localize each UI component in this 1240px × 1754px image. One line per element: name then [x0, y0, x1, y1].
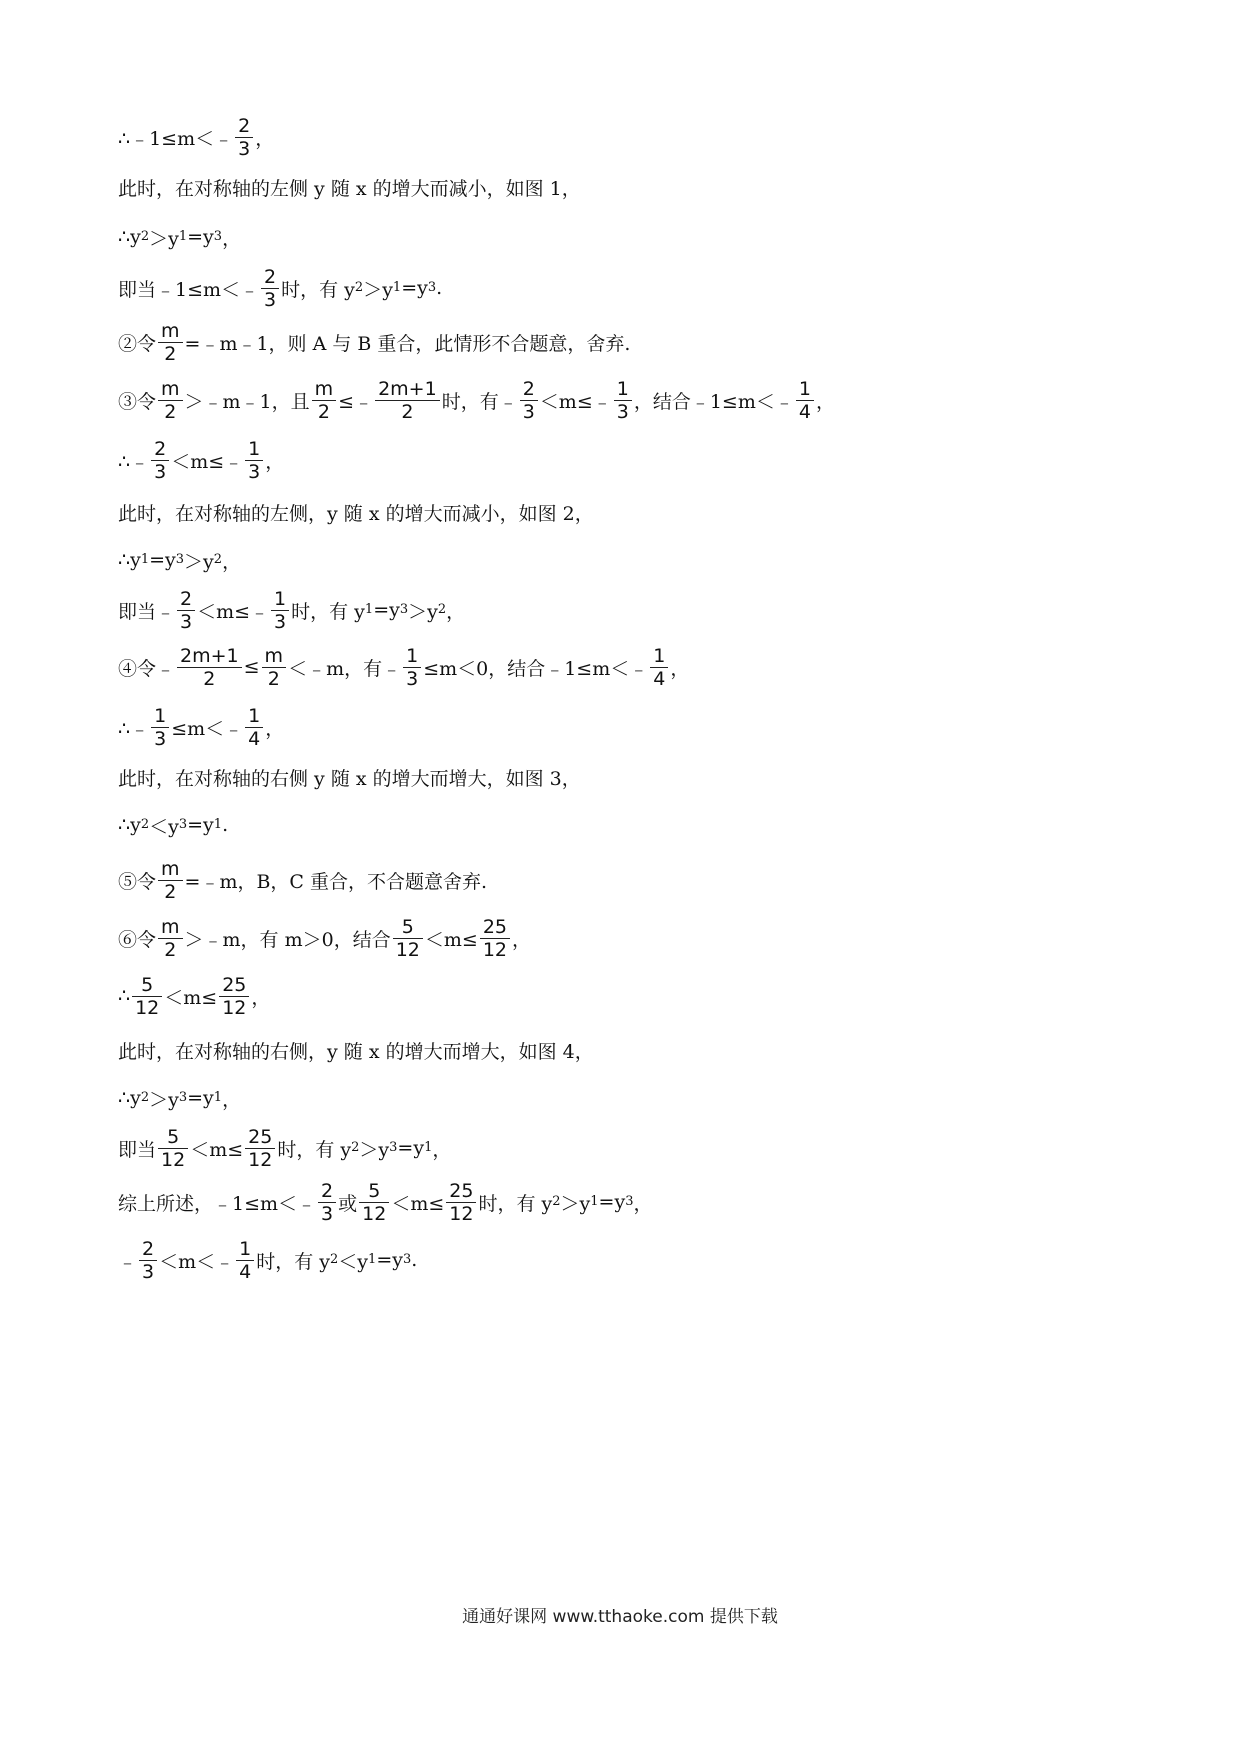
text-run: ②令: [118, 332, 157, 355]
fraction-numerator: 2: [264, 265, 277, 288]
text-run: ，: [251, 986, 271, 1009]
text-run: ≤m＜﹣: [171, 717, 244, 740]
text-line: ∴y 1 =y 3 ＞y 2 ，: [118, 530, 241, 590]
fraction-numerator: 5: [141, 973, 154, 996]
text-run: =y: [376, 1249, 403, 1271]
text-run: ，: [432, 1138, 452, 1161]
fraction-denominator: 3: [180, 610, 193, 633]
text-line: ∴y 2 ＜y 3 =y 1 .: [118, 795, 228, 855]
text-run: =y: [149, 549, 176, 571]
text-line: [118, 908, 531, 968]
text-run: .: [411, 1249, 418, 1271]
fraction-numerator: m: [161, 319, 180, 342]
text-run: ∴y: [118, 549, 141, 571]
fraction-denominator: 2: [401, 400, 414, 423]
text-run: 时，有 y: [281, 278, 355, 301]
text-run: ，: [633, 1192, 653, 1215]
text-run: ＜m≤: [391, 1192, 445, 1215]
text-run: 时，有﹣: [441, 390, 518, 413]
fraction: [480, 916, 510, 961]
text-run: ，: [265, 717, 285, 740]
text-line: 即当 $\frac{5}{12}$ ＜m≤ $\frac{25}{12}$ 时，有 y 2 ＞y 3 =y 1 ，: [118, 1125, 452, 1171]
fraction-denominator: 2: [317, 400, 330, 423]
text-run: ＞y: [184, 550, 214, 573]
text-run: =y: [187, 226, 214, 248]
fraction-numerator: 5: [368, 1179, 381, 1202]
fraction-denominator: 12: [395, 938, 420, 961]
fraction: [151, 438, 169, 483]
text-run: ＜m≤: [164, 986, 218, 1009]
text-run: ④令﹣: [118, 657, 176, 680]
text-run: 时，有 y: [256, 1250, 331, 1273]
fraction-numerator: 1: [239, 1237, 252, 1260]
text-line: 即当﹣1≤m＜﹣ $\frac{2}{3}$ 时，有 y 2 ＞y 1 =y 3 .: [118, 265, 443, 311]
text-run: ∴y: [118, 226, 141, 248]
text-run: ﹣: [118, 1250, 138, 1273]
fraction: [312, 378, 337, 423]
fraction-numerator: m: [161, 377, 180, 400]
fraction: [359, 1180, 389, 1225]
fraction-denominator: 12: [222, 996, 247, 1019]
fraction-numerator: 5: [401, 915, 414, 938]
text-run: 综上所述，﹣1≤m＜﹣: [118, 1192, 317, 1215]
fraction-numerator: 2: [180, 587, 193, 610]
fraction-numerator: 2: [522, 377, 535, 400]
text-line: 综上所述，﹣1≤m＜﹣ $\frac{2}{3}$ 或 $\frac{5}{12}$ ＜m≤ $\frac{25}{12}$ 时，有 y 2 ＞y 1 =y 3 ，: [118, 1179, 653, 1225]
fraction-numerator: 25: [449, 1179, 474, 1202]
text-run: ＜m≤﹣: [171, 450, 244, 473]
fraction-denominator: 12: [161, 1148, 186, 1171]
fraction-denominator: 3: [522, 400, 535, 423]
fraction: [614, 378, 632, 423]
text-run: =y: [397, 1137, 425, 1159]
fraction-numerator: 1: [653, 644, 666, 667]
fraction-numerator: 1: [616, 377, 629, 400]
text-run: ＜y: [338, 1250, 369, 1273]
text-run: 此时，在对称轴的左侧 y 随 x 的增大而减小，如图 1，: [118, 177, 581, 200]
text-run: =﹣m﹣1，则 A 与 B 重合，此情形不合题意，舍弃.: [184, 332, 631, 355]
fraction-numerator: m: [314, 377, 334, 400]
fraction: [262, 645, 287, 690]
text-line: [118, 370, 835, 430]
fraction-denominator: 2: [164, 938, 177, 961]
text-line: [118, 312, 630, 372]
fraction: [375, 378, 440, 423]
fraction-denominator: 12: [449, 1202, 474, 1225]
fraction-denominator: 3: [274, 610, 287, 633]
fraction-numerator: 1: [154, 704, 167, 727]
fraction-numerator: 1: [798, 377, 811, 400]
text-run: 或: [338, 1192, 358, 1215]
text-line: ∴y 2 ＞y 1 =y 3 ，: [118, 207, 241, 267]
fraction: [245, 705, 263, 750]
text-run: ，结合﹣1≤m＜﹣: [633, 390, 794, 413]
text-run: ＞y: [149, 1088, 179, 1111]
text-run: 即当: [118, 1138, 157, 1161]
text-run: 此时，在对称轴的右侧，y 随 x 的增大而增大，如图 4，: [118, 1040, 594, 1063]
text-run: ，: [670, 657, 690, 680]
fraction-numerator: 25: [248, 1125, 273, 1148]
text-line: [118, 966, 270, 1026]
text-run: =y: [598, 1191, 626, 1213]
fraction: [139, 1238, 157, 1283]
fraction-denominator: 2: [164, 880, 177, 903]
fraction-numerator: 5: [167, 1125, 180, 1148]
text-run: ③令: [118, 390, 157, 413]
text-run: ，: [815, 390, 835, 413]
fraction: [151, 705, 169, 750]
fraction: [520, 378, 538, 423]
text-run: ，: [446, 600, 466, 623]
fraction: [245, 438, 263, 483]
fraction-denominator: 3: [264, 288, 277, 311]
text-run: ，: [512, 928, 532, 951]
text-run: ＞y: [408, 600, 438, 623]
fraction-denominator: 4: [239, 1260, 252, 1283]
text-line: ∴y 2 ＞y 3 =y 1 ，: [118, 1068, 241, 1128]
text-line: 即当﹣ $\frac{2}{3}$ ＜m≤﹣ $\frac{1}{3}$ 时，有 y 1 =y 3 ＞y 2 ，: [118, 587, 466, 633]
fraction-numerator: m: [161, 857, 180, 880]
fraction-denominator: 2: [164, 400, 177, 423]
fraction-numerator: m: [264, 644, 284, 667]
fraction-denominator: 3: [616, 400, 629, 423]
text-line: [118, 430, 284, 490]
fraction: [219, 974, 249, 1019]
fraction-numerator: 25: [482, 915, 508, 938]
text-run: ＞y: [359, 1138, 390, 1161]
fraction-denominator: 12: [248, 1148, 273, 1171]
fraction-denominator: 2: [203, 667, 216, 690]
fraction-numerator: 2m+1: [180, 644, 239, 667]
text-run: ＞﹣m，有 m＞0，结合: [184, 928, 391, 951]
fraction-denominator: 4: [798, 400, 811, 423]
text-line: ﹣ $\frac{2}{3}$ ＜m＜﹣ $\frac{1}{4}$ 时，有 y 2 ＜y 1 =y 3 .: [118, 1237, 418, 1283]
fraction: [132, 974, 162, 1019]
text-line: [118, 637, 689, 697]
text-run: =﹣m，B，C 重合，不合题意舍弃.: [184, 870, 488, 893]
text-run: 即当﹣: [118, 600, 176, 623]
text-run: ∴﹣: [118, 450, 150, 473]
fraction: [177, 588, 195, 633]
fraction: [236, 1238, 254, 1283]
text-run: =y: [401, 277, 428, 299]
text-run: ，: [255, 127, 275, 150]
fraction: [650, 645, 668, 690]
text-run: ＞y: [363, 278, 393, 301]
fraction: [177, 645, 242, 690]
text-run: ∴y: [118, 814, 141, 836]
fraction: [158, 378, 183, 423]
fraction-numerator: 2: [154, 437, 167, 460]
fraction-numerator: 1: [274, 587, 287, 610]
fraction-numerator: 2m+1: [378, 377, 437, 400]
text-run: ，: [265, 450, 285, 473]
text-run: =y: [187, 814, 214, 836]
fraction-denominator: 3: [321, 1202, 334, 1225]
fraction: [235, 115, 253, 160]
text-run: ＜m≤﹣: [197, 600, 270, 623]
text-run: ≤﹣: [338, 390, 374, 413]
fraction: [318, 1180, 336, 1225]
fraction: [393, 916, 423, 961]
fraction-denominator: 12: [135, 996, 160, 1019]
fraction: [271, 588, 289, 633]
text-run: ＜﹣m，有﹣: [288, 657, 402, 680]
text-run: ，: [222, 1088, 242, 1111]
text-run: ∴y: [118, 1087, 141, 1109]
text-run: ，: [222, 550, 242, 573]
fraction: [446, 1180, 476, 1225]
fraction-denominator: 3: [154, 460, 167, 483]
text-run: ⑤令: [118, 870, 157, 893]
text-run: ＜m≤: [190, 1138, 244, 1161]
text-run: =y: [373, 599, 400, 621]
fraction-numerator: 2: [142, 1237, 155, 1260]
fraction: [158, 858, 183, 903]
text-run: ＜y: [149, 815, 179, 838]
text-run: 时，有 y: [291, 600, 365, 623]
fraction: [796, 378, 814, 423]
fraction-denominator: 4: [248, 727, 261, 750]
text-run: ＜m＜﹣: [159, 1250, 235, 1273]
fraction-denominator: 3: [154, 727, 167, 750]
fraction-denominator: 12: [482, 938, 508, 961]
text-run: ≤m＜0，结合﹣1≤m＜﹣: [423, 657, 649, 680]
text-run: 时，有 y: [277, 1138, 352, 1161]
text-run: .: [436, 277, 443, 299]
fraction-numerator: 1: [248, 704, 261, 727]
fraction: [261, 266, 279, 311]
fraction-denominator: 3: [406, 667, 419, 690]
text-run: 时，有 y: [478, 1192, 553, 1215]
fraction-denominator: 4: [653, 667, 666, 690]
text-run: .: [222, 814, 229, 836]
fraction-numerator: 25: [222, 973, 247, 996]
text-run: ∴﹣: [118, 717, 150, 740]
fraction-denominator: 12: [362, 1202, 387, 1225]
fraction: [158, 320, 183, 365]
text-run: ≤: [243, 656, 260, 678]
fraction-denominator: 3: [142, 1260, 155, 1283]
text-run: ∴: [118, 985, 131, 1007]
fraction-numerator: 2: [321, 1179, 334, 1202]
text-run: ，: [222, 227, 242, 250]
text-run: ＜m≤﹣: [539, 390, 612, 413]
text-run: ＞﹣m﹣1，且: [184, 390, 310, 413]
text-run: 此时，在对称轴的左侧，y 随 x 的增大而减小，如图 2，: [118, 502, 594, 525]
fraction-denominator: 2: [267, 667, 280, 690]
footer-source: 通通好课网 www.tthaoke.com 提供下载: [462, 1607, 778, 1627]
text-line: [118, 850, 487, 910]
fraction: [245, 1126, 275, 1171]
text-run: 此时，在对称轴的右侧 y 随 x 的增大而增大，如图 3，: [118, 767, 581, 790]
text-run: =y: [187, 1087, 214, 1109]
fraction-numerator: 2: [238, 114, 251, 137]
fraction-denominator: 2: [164, 342, 177, 365]
text-run: ＞y: [560, 1192, 591, 1215]
text-run: ＜m≤: [424, 928, 478, 951]
text-run: ＞y: [149, 227, 179, 250]
fraction: [158, 1126, 188, 1171]
fraction: [403, 645, 421, 690]
fraction-denominator: 3: [248, 460, 261, 483]
fraction-denominator: 3: [238, 137, 251, 160]
fraction-numerator: m: [161, 915, 180, 938]
text-run: ⑥令: [118, 928, 157, 951]
fraction-numerator: 1: [406, 644, 419, 667]
fraction: [158, 916, 183, 961]
text-run: ∴﹣1≤m＜﹣: [118, 127, 234, 150]
fraction-numerator: 1: [248, 437, 261, 460]
text-run: 即当﹣1≤m＜﹣: [118, 278, 260, 301]
